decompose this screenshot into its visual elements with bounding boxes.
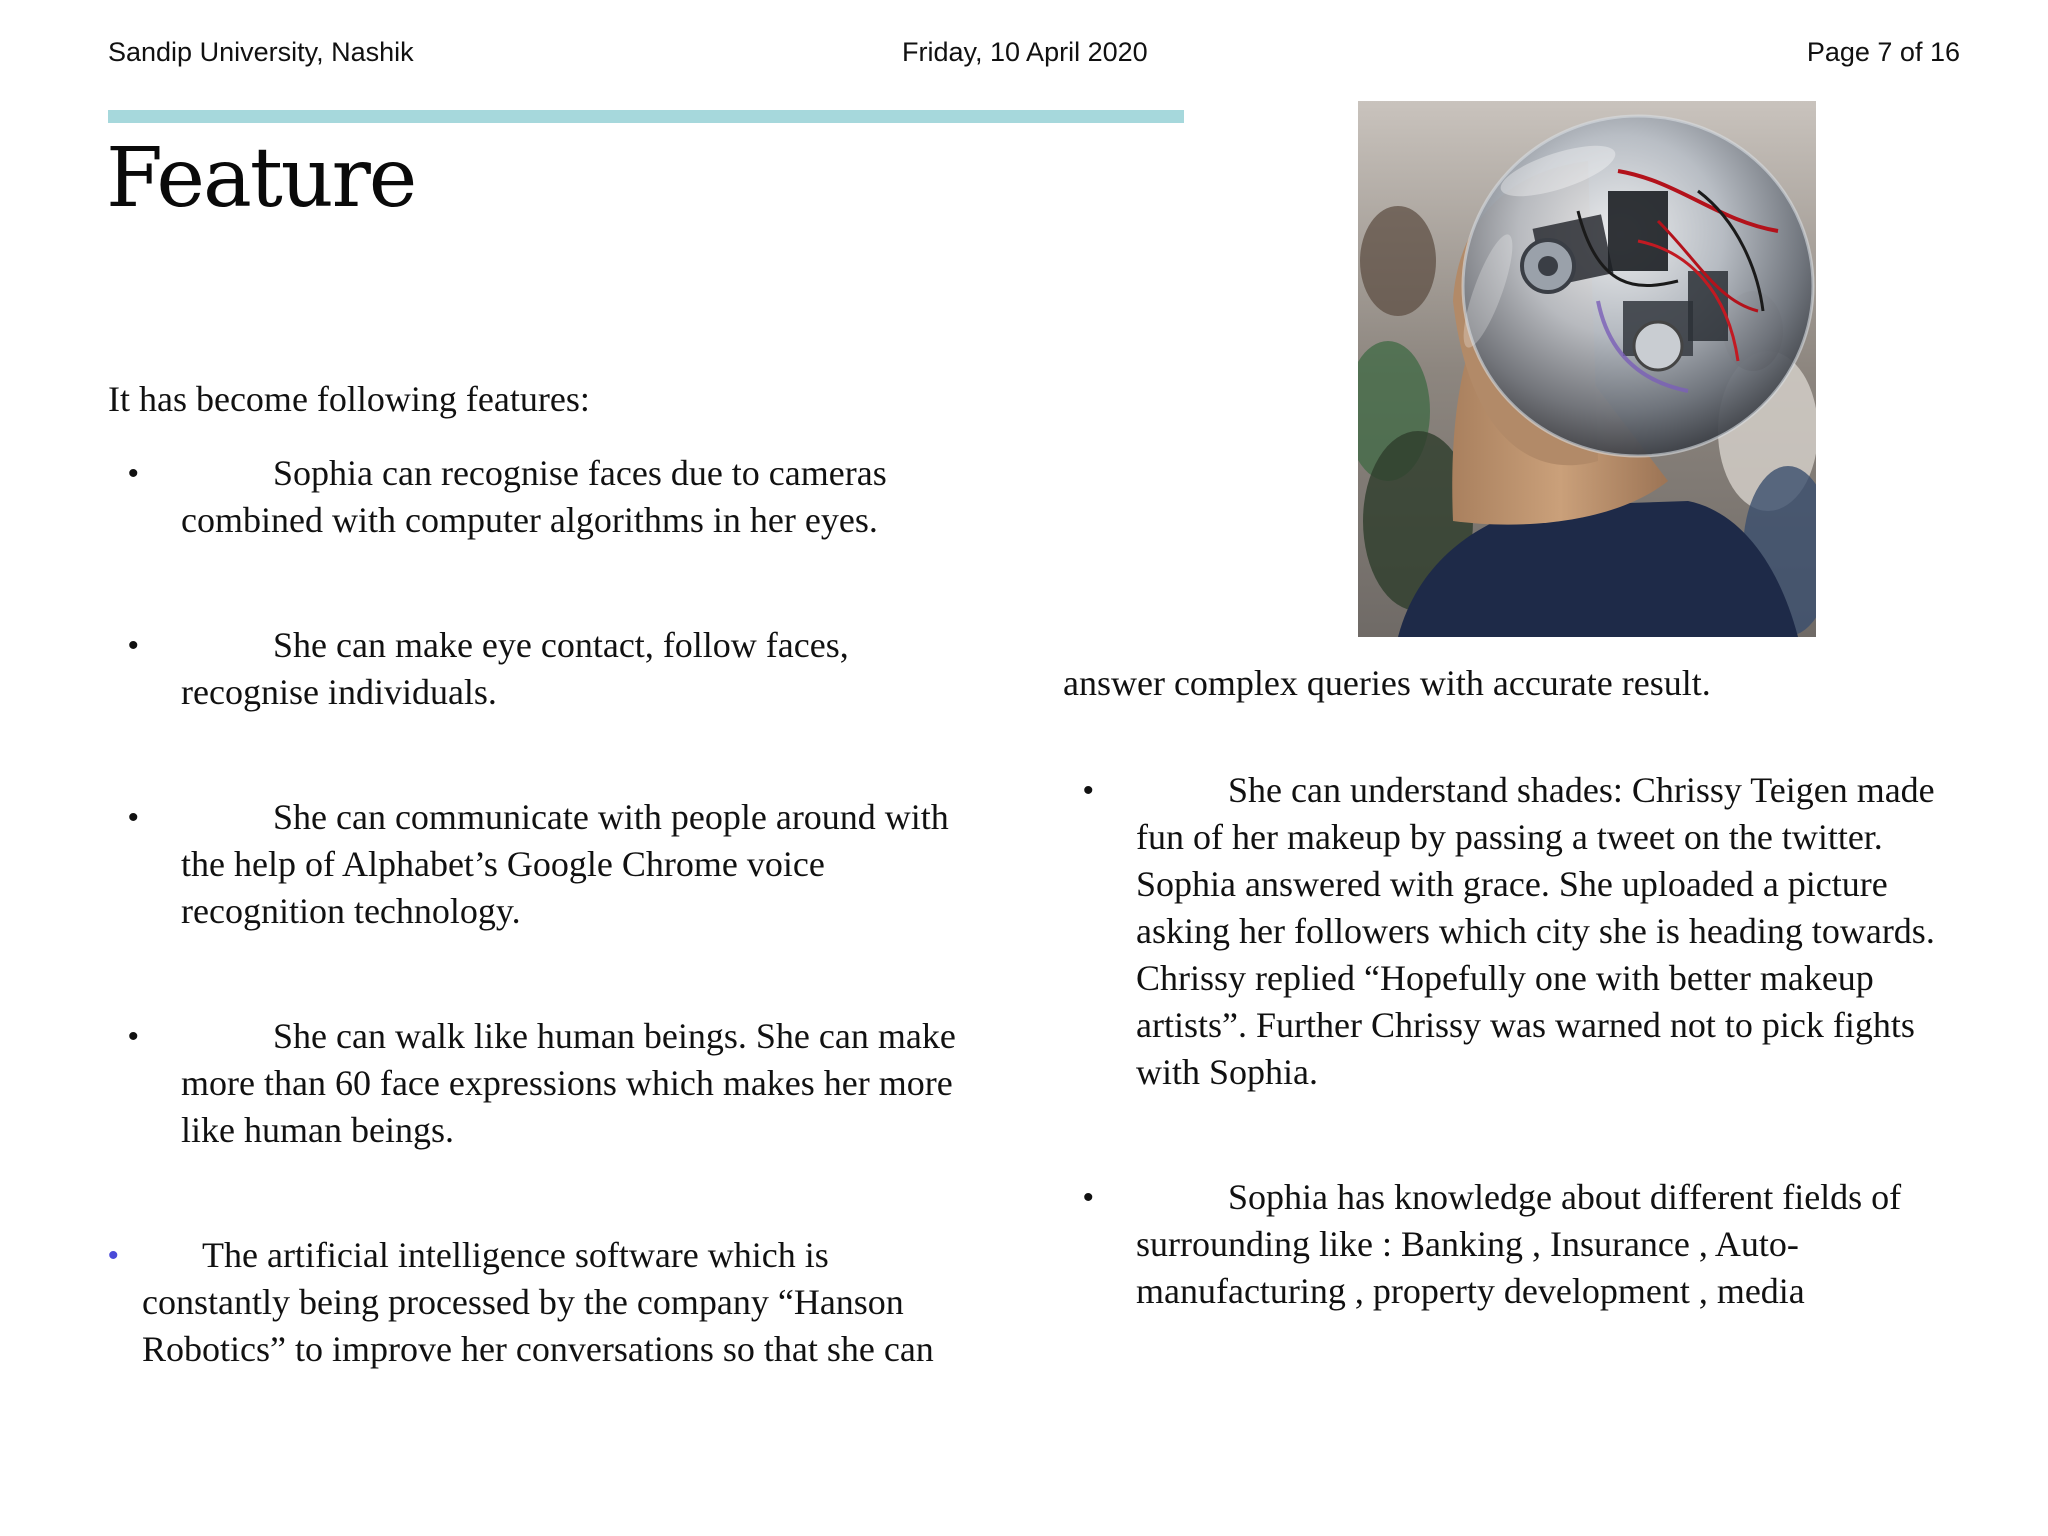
list-item-text: Sophia has knowledge about different fields of surrounding like : Banking , Insurance , Auto- manufacturing , property development , media <box>1136 1177 1902 1311</box>
bullet-icon: • <box>128 801 139 834</box>
list-item <box>108 1232 1008 1373</box>
header-date: Friday, 10 April 2020 <box>902 37 1148 67</box>
list-item-text: She can make eye contact, follow faces, recognise individuals. <box>181 625 849 712</box>
right-column <box>1063 660 2003 1393</box>
left-column <box>108 450 1008 1451</box>
list-item <box>108 1013 1008 1154</box>
continuation-text: answer complex queries with accurate result. <box>1063 663 1711 703</box>
list-item-text: She can understand shades: Chrissy Teigen made fun of her makeup by passing a tweet on the twitter. Sophia answered with grace. She uploaded a picture asking her followers which city she is heading towards. Chrissy replied “Hopefully one with better makeup artists”. Further Chrissy was warned not to pick fights with Sophia. <box>1136 770 1935 1092</box>
bullet-icon: • <box>1083 774 1094 807</box>
bullet-icon: • <box>128 629 139 662</box>
bullet-icon: • <box>128 1020 139 1053</box>
accent-rule <box>108 110 1184 123</box>
list-item <box>1063 767 2003 1096</box>
list-item-text: She can communicate with people around with the help of Alphabet’s Google Chrome voice recognition technology. <box>181 797 949 931</box>
list-item <box>108 450 1008 544</box>
bullet-icon: • <box>128 457 139 490</box>
header-institution: Sandip University, Nashik <box>108 37 414 67</box>
bullet-icon: • <box>1083 1181 1094 1214</box>
list-item <box>108 622 1008 716</box>
robot-head-photo <box>1358 101 1816 637</box>
list-item-text: She can walk like human beings. She can make more than 60 face expressions which makes her more like human beings. <box>181 1016 956 1150</box>
section-title: Feature <box>106 131 416 226</box>
header-page-number: Page 7 of 16 <box>1806 37 1960 67</box>
intro-text: It has become following features: <box>108 379 590 419</box>
list-item-text: The artificial intelligence software which is constantly being processed by the company “Hanson Robotics” to improve her conversations so that she can <box>142 1235 934 1369</box>
list-item-text: Sophia can recognise faces due to cameras combined with computer algorithms in her eyes. <box>181 453 887 540</box>
bullet-icon: • <box>108 1239 119 1272</box>
list-item <box>108 794 1008 935</box>
list-item <box>1063 1174 2003 1315</box>
